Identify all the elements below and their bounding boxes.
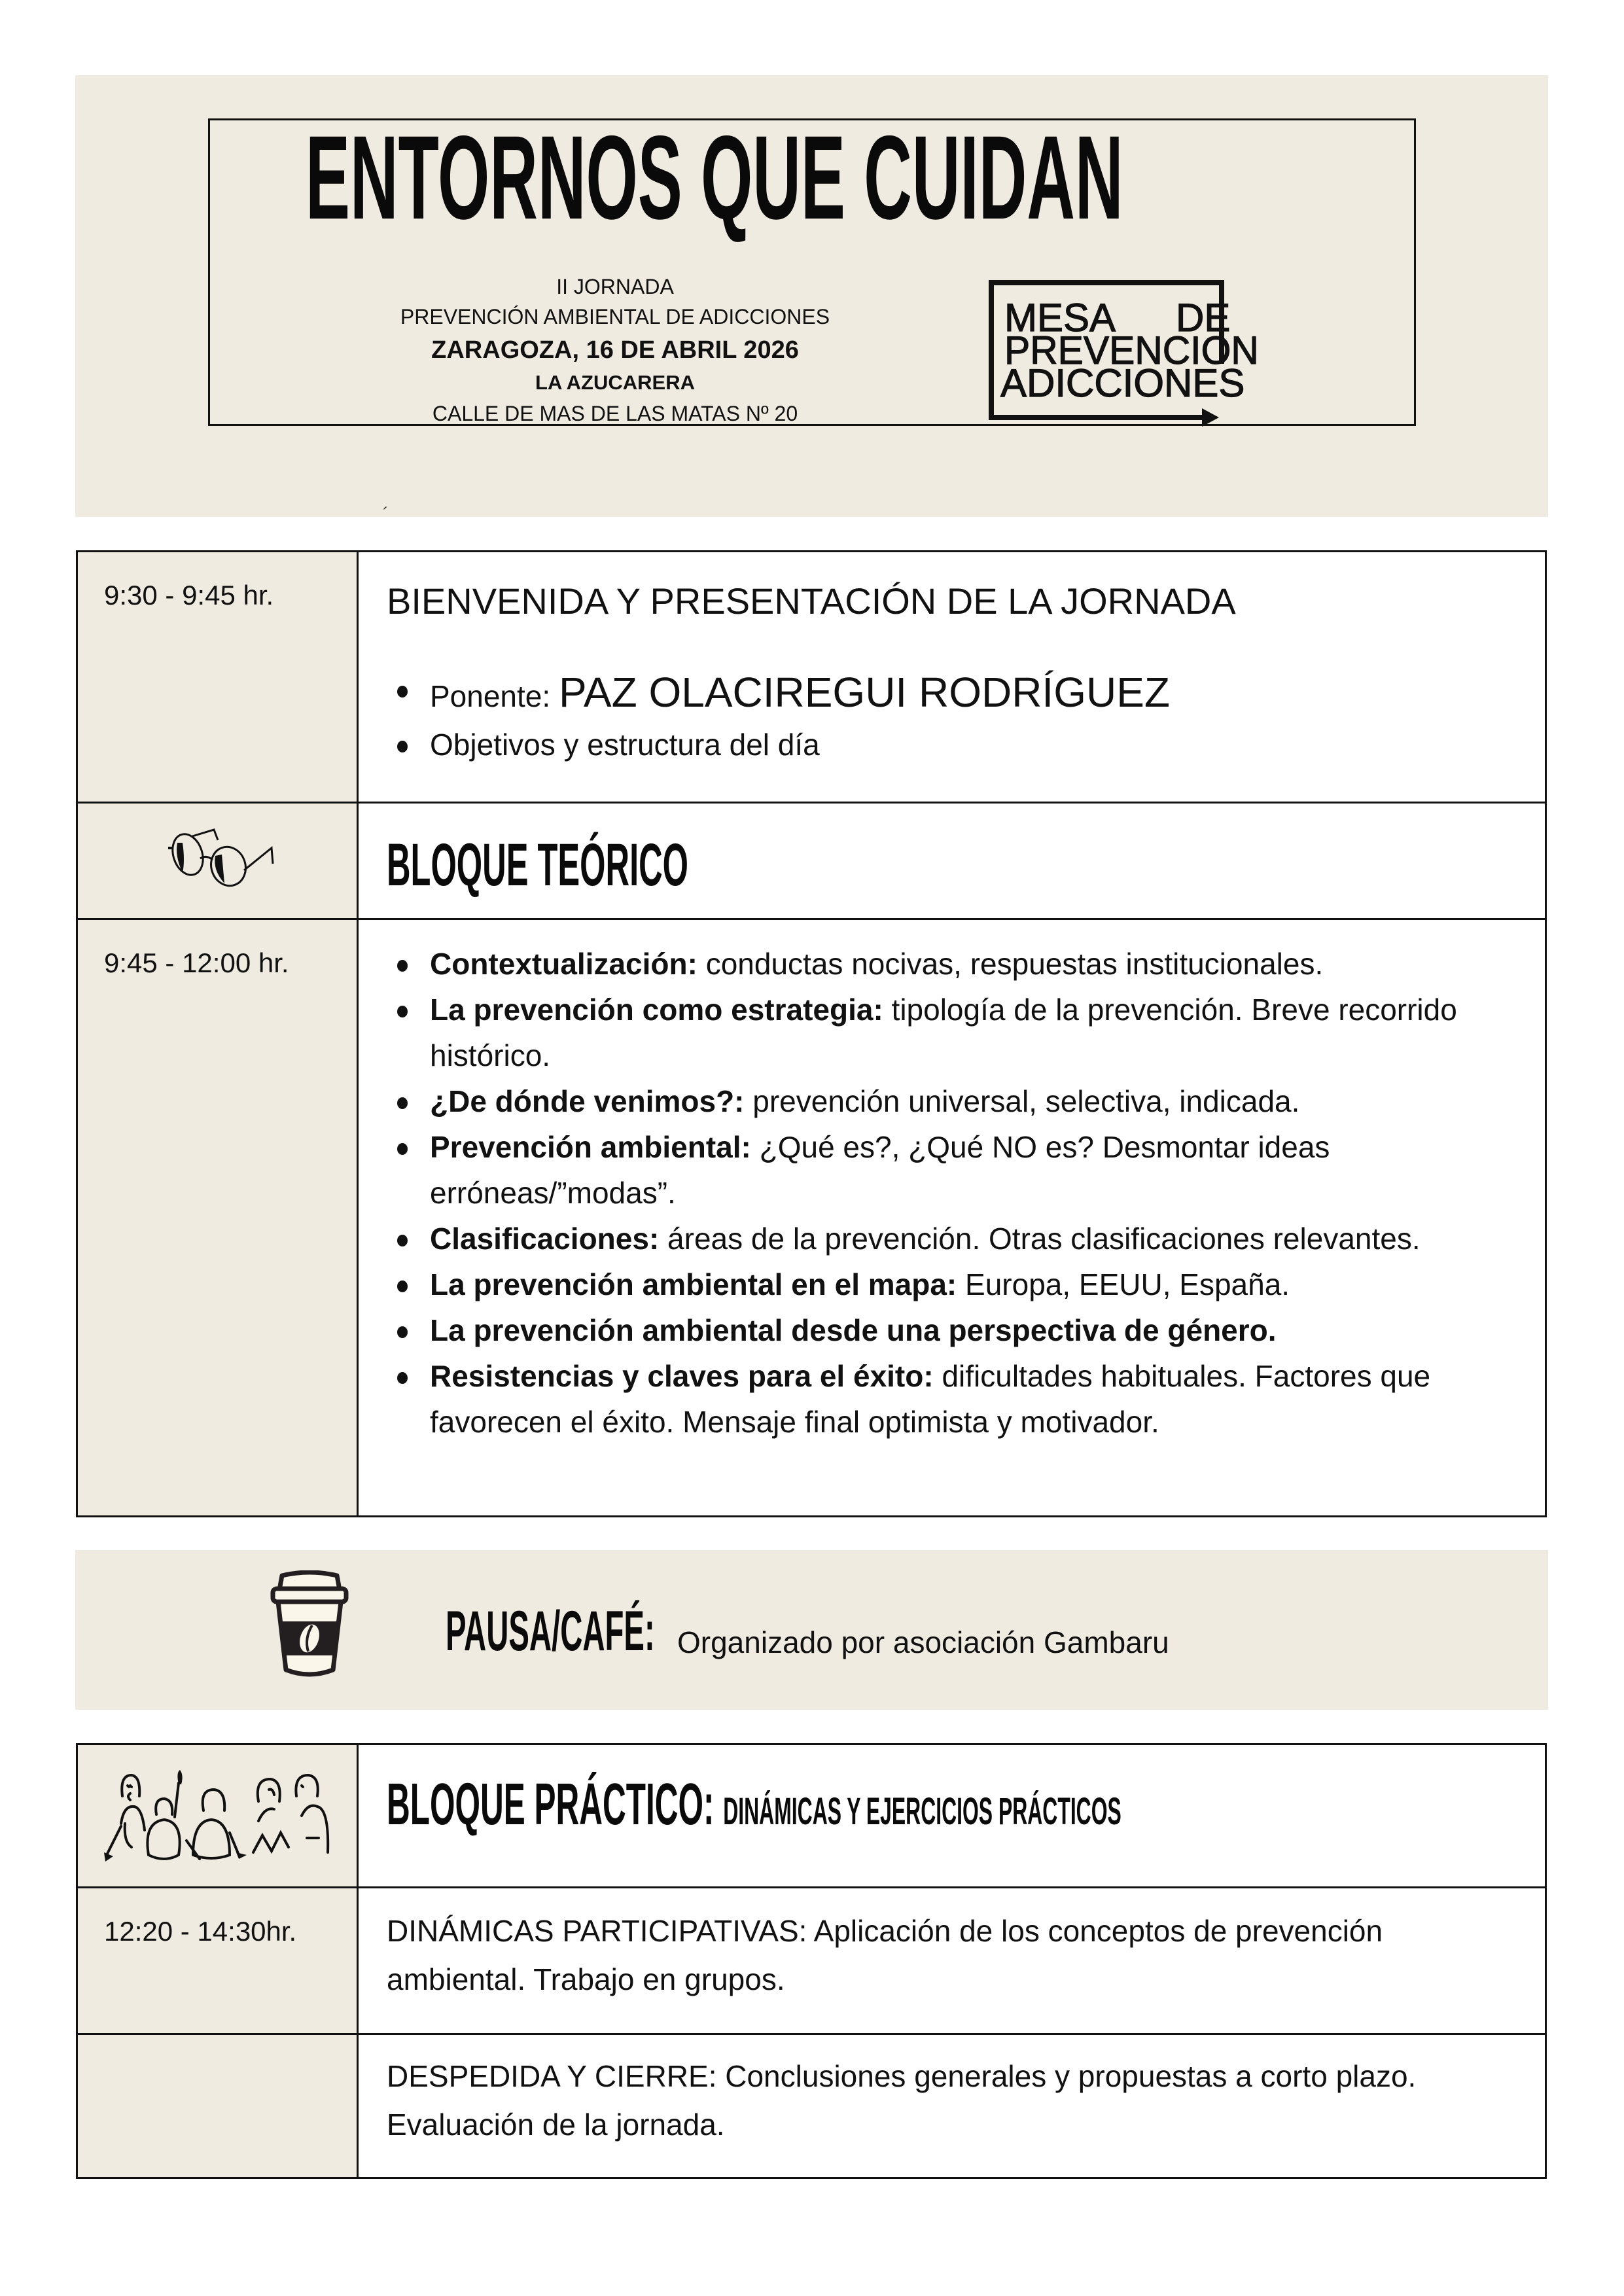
- speaker-label: Ponente:: [430, 679, 551, 713]
- group-people-icon: [101, 1770, 340, 1862]
- topic-description: áreas de la prevención. Otras clasificaciones relevantes.: [659, 1222, 1421, 1256]
- topic-description: tipología de la prevención. Breve recorrido histórico.: [430, 993, 1457, 1072]
- time-label: 12:20 - 14:30hr.: [104, 1916, 297, 1947]
- topic-heading: Prevención ambiental:: [430, 1130, 751, 1164]
- schedule-row-closing: [78, 2033, 1545, 2177]
- topic-description: dificultades habituales. Factores que favorecen el éxito. Mensaje final optimista y motivador.: [430, 1359, 1431, 1439]
- theory-topic: [387, 1216, 1512, 1262]
- section-title-practice-sub: DINÁMICAS Y EJERCICIOS PRÁCTICOS: [723, 1790, 1121, 1833]
- bullet-speaker: [387, 667, 1170, 722]
- schedule-row-welcome: [78, 552, 1545, 802]
- arrow-right-icon: [1202, 408, 1219, 427]
- section-header-theory: [78, 802, 1545, 918]
- time-cell: [78, 2035, 359, 2177]
- theory-topic: [387, 1307, 1512, 1353]
- logo-text-prevencion: PREVENCION: [1004, 328, 1259, 372]
- time-cell: [78, 552, 359, 802]
- topic-heading: La prevención ambiental en el mapa:: [430, 1267, 957, 1301]
- content-cell: [361, 552, 1545, 802]
- topic-heading: Resistencias y claves para el éxito:: [430, 1359, 934, 1393]
- content-cell: [361, 1888, 1545, 2033]
- bullet-objectives: Objetivos y estructura del día: [387, 722, 1170, 768]
- theory-topic: [387, 1353, 1512, 1445]
- topic-heading: ¿De dónde venimos?:: [430, 1084, 745, 1118]
- time-cell: [78, 1888, 359, 2033]
- schedule-row-theory: [78, 918, 1545, 1515]
- topic-description: prevención universal, selectiva, indicada.: [744, 1084, 1300, 1118]
- session-title: BIENVENIDA Y PRESENTACIÓN DE LA JORNADA: [387, 580, 1236, 622]
- event-venue: LA AZUCARERA: [535, 371, 695, 394]
- schedule-row-dynamics: [78, 1886, 1545, 2033]
- event-subtitle: PREVENCIÓN AMBIENTAL DE ADICCIONES: [400, 305, 830, 328]
- topic-description: conductas nocivas, respuestas institucionales.: [697, 947, 1324, 981]
- time-label: 9:30 - 9:45 hr.: [104, 580, 274, 610]
- coffee-break-band: [75, 1550, 1548, 1710]
- speaker-name: PAZ OLACIREGUI RODRÍGUEZ: [558, 669, 1170, 716]
- content-cell: [361, 2035, 1545, 2177]
- topic-heading: La prevención como estrategia:: [430, 993, 883, 1027]
- stray-mark: ´: [383, 504, 389, 523]
- topic-description: Europa, EEUU, España.: [957, 1267, 1290, 1301]
- theory-topic: [387, 1262, 1512, 1307]
- session-bullets: [387, 667, 1170, 768]
- topic-heading: La prevención ambiental desde una perspectiva de género.: [430, 1313, 1277, 1347]
- section-title-practice: [387, 1771, 1121, 1839]
- content-cell: [361, 1745, 1545, 1886]
- schedule-table-morning: [76, 550, 1547, 1517]
- content-cell: [361, 804, 1545, 918]
- logo-text-mesa: MESA: [1004, 296, 1116, 340]
- icon-cell: [78, 804, 359, 918]
- logo-text-de: DE: [1176, 296, 1231, 340]
- event-title: ENTORNOS QUE CUIDAN: [306, 111, 1123, 244]
- schedule-table-afternoon: [76, 1743, 1547, 2179]
- session-description: DINÁMICAS PARTICIPATIVAS: Aplicación de los conceptos de prevención ambiental. Trabajo en grupos.: [387, 1914, 1383, 1996]
- coffee-break-label: PAUSA/CAFÉ:: [446, 1600, 655, 1663]
- theory-topic: [387, 941, 1512, 987]
- glasses-icon: [163, 828, 277, 889]
- event-address: CALLE DE MAS DE LAS MATAS Nº 20: [432, 402, 798, 425]
- topic-heading: Contextualización:: [430, 947, 697, 981]
- theory-topics-list: [387, 941, 1512, 1445]
- coffee-break-organizer: Organizado por asociación Gambaru: [677, 1625, 1169, 1659]
- section-title-theory: BLOQUE TEÓRICO: [387, 832, 689, 898]
- theory-topic: [387, 987, 1512, 1078]
- content-cell: [361, 920, 1545, 1515]
- session-description: DESPEDIDA Y CIERRE: Conclusiones generales y propuestas a corto plazo. Evaluación de la jornada.: [387, 2059, 1417, 2142]
- topic-description: ¿Qué es?, ¿Qué NO es? Desmontar ideas erróneas/”modas”.: [430, 1130, 1330, 1210]
- theory-topic: [387, 1124, 1512, 1216]
- organizer-logo: [987, 279, 1259, 429]
- icon-cell: [78, 1745, 359, 1886]
- event-edition: II JORNADA: [556, 275, 674, 298]
- section-title-practice-main: BLOQUE PRÁCTICO:: [387, 1772, 715, 1837]
- time-cell: [78, 920, 359, 1515]
- topic-heading: Clasificaciones:: [430, 1222, 660, 1256]
- theory-topic: [387, 1078, 1512, 1124]
- event-date-place: ZARAGOZA, 16 DE ABRIL 2026: [431, 336, 799, 364]
- logo-text-adicciones: ADICCIONES: [1000, 361, 1245, 405]
- time-label: 9:45 - 12:00 hr.: [104, 947, 289, 978]
- coffee-cup-icon: [270, 1570, 349, 1678]
- section-header-practice: [78, 1745, 1545, 1886]
